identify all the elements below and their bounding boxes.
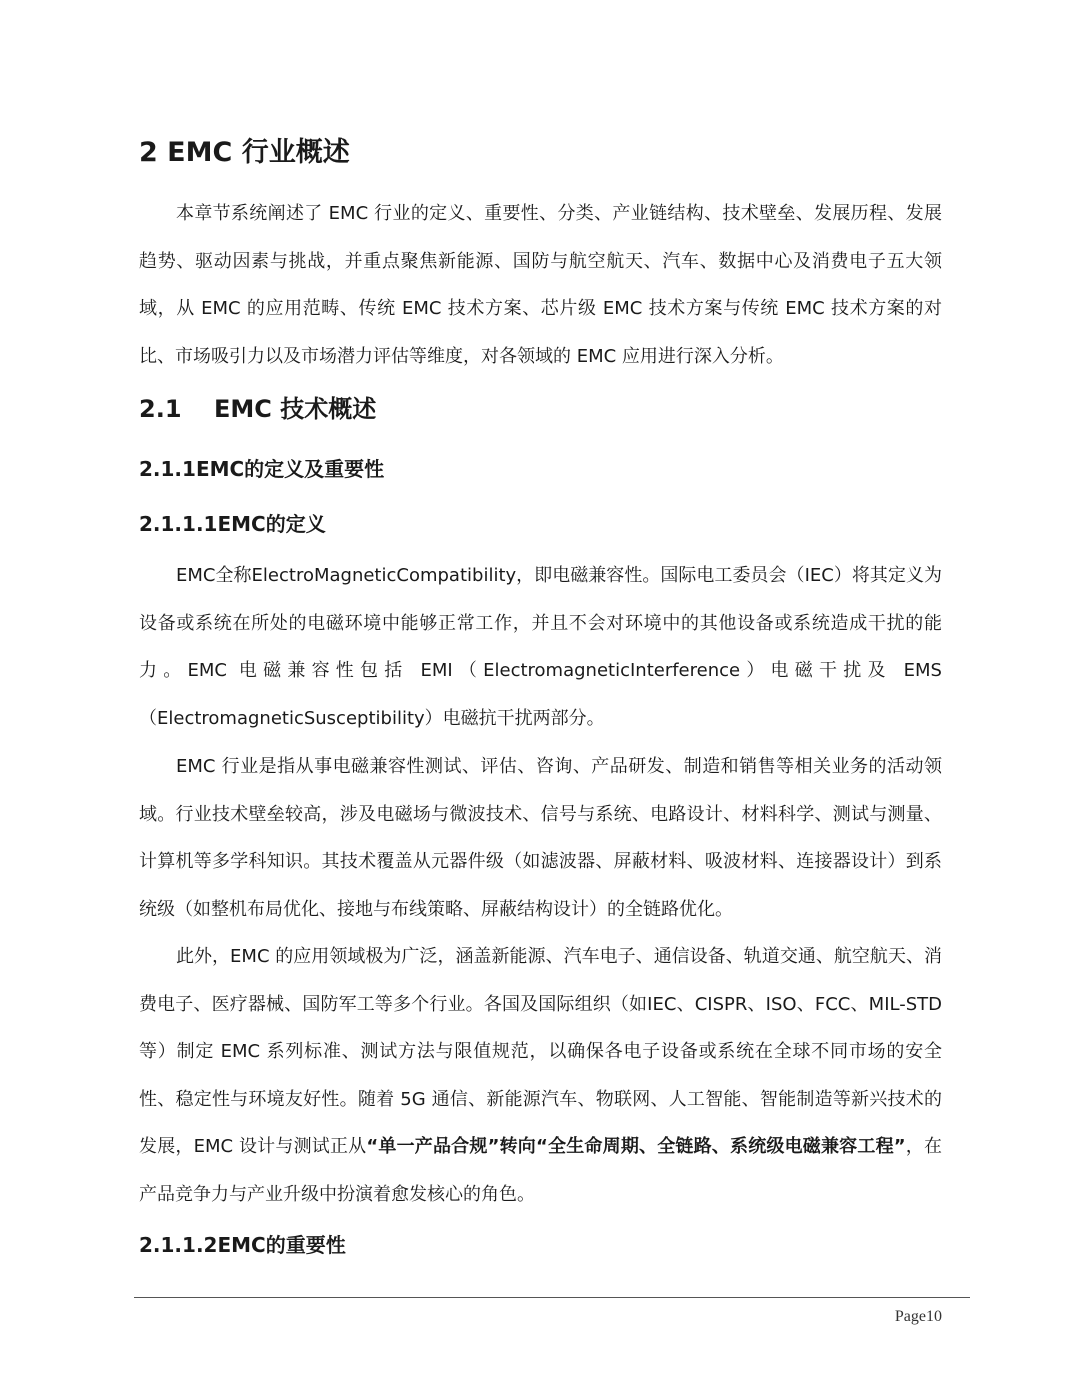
importance-heading: 2.1.1.2EMC的重要性 <box>139 1233 346 1257</box>
definition-paragraph-3 <box>139 933 942 1219</box>
paragraph-3-tail-text: ，在产品竞争力与产业升级中扮演着愈发核心的角色。 <box>139 1136 942 1205</box>
definition-heading: 2.1.1.1EMC的定义 <box>139 512 326 536</box>
definition-paragraph-1: EMC全称ElectroMagneticCompatibility，即电磁兼容性。国际电工委员会（IEC）将其定义为设备或系统在所处的电磁环境中能够正常工作，并且不会对环境中的其他设备或系统造成干扰的能力。EMC 电磁兼容性包括 EMI（ElectromagneticInterference）电磁干扰及 EMS（ElectromagneticSusceptibility）电磁抗干扰两部分。 <box>139 565 942 729</box>
footer-divider <box>134 1297 970 1298</box>
definition-paragraph-2: EMC 行业是指从事电磁兼容性测试、评估、咨询、产品研发、制造和销售等相关业务的活动领域。行业技术壁垒较高，涉及电磁场与微波技术、信号与系统、电路设计、材料科学、测试与测量、计算机等多学科知识。其技术覆盖从元器件级（如滤波器、屏蔽材料、吸波材料、连接器设计）到系统级（如整机布局优化、接地与布线策略、屏蔽结构设计）的全链路优化。 <box>139 756 942 920</box>
section-number: 2.1 <box>139 395 182 423</box>
section-heading <box>139 389 376 429</box>
emphasis-lifecycle-system-emc: “全生命周期、全链路、系统级电磁兼容工程” <box>536 1136 906 1158</box>
emphasis-shift-word: 转向 <box>499 1136 536 1158</box>
section-title: EMC 技术概述 <box>214 395 377 423</box>
subsection-heading: 2.1.1EMC的定义及重要性 <box>139 457 385 481</box>
chapter-title: 2 EMC 行业概述 <box>139 137 350 168</box>
emphasis-single-product-compliance: “单一产品合规” <box>366 1136 500 1158</box>
paragraph-3-lead-text: 此外，EMC 的应用领域极为广泛，涵盖新能源、汽车电子、通信设备、轨道交通、航空航天、消费电子、医疗器械、国防军工等多个行业。各国及国际组织（如IEC、CISPR、ISO、FCC、MIL-STD 等）制定 EMC 系列标准、测试方法与限值规范，以确保各电子设备或系统在全球不同市场的安全性、稳定性与环境友好性。随着 5G 通信、新能源汽车、物联网、人工智能、智能制造等新兴技术的发展，EMC 设计与测试正从 <box>139 946 942 1158</box>
chapter-intro-paragraph: 本章节系统阐述了 EMC 行业的定义、重要性、分类、产业链结构、技术壁垒、发展历程、发展趋势、驱动因素与挑战，并重点聚焦新能源、国防与航空航天、汽车、数据中心及消费电子五大领域，从 EMC 的应用范畴、传统 EMC 技术方案、芯片级 EMC 技术方案与传统 EMC 技术方案的对比、市场吸引力以及市场潜力评估等维度，对各领域的 EMC 应用进行深入分析。 <box>139 203 942 367</box>
page-number: Page10 <box>894 1308 942 1325</box>
